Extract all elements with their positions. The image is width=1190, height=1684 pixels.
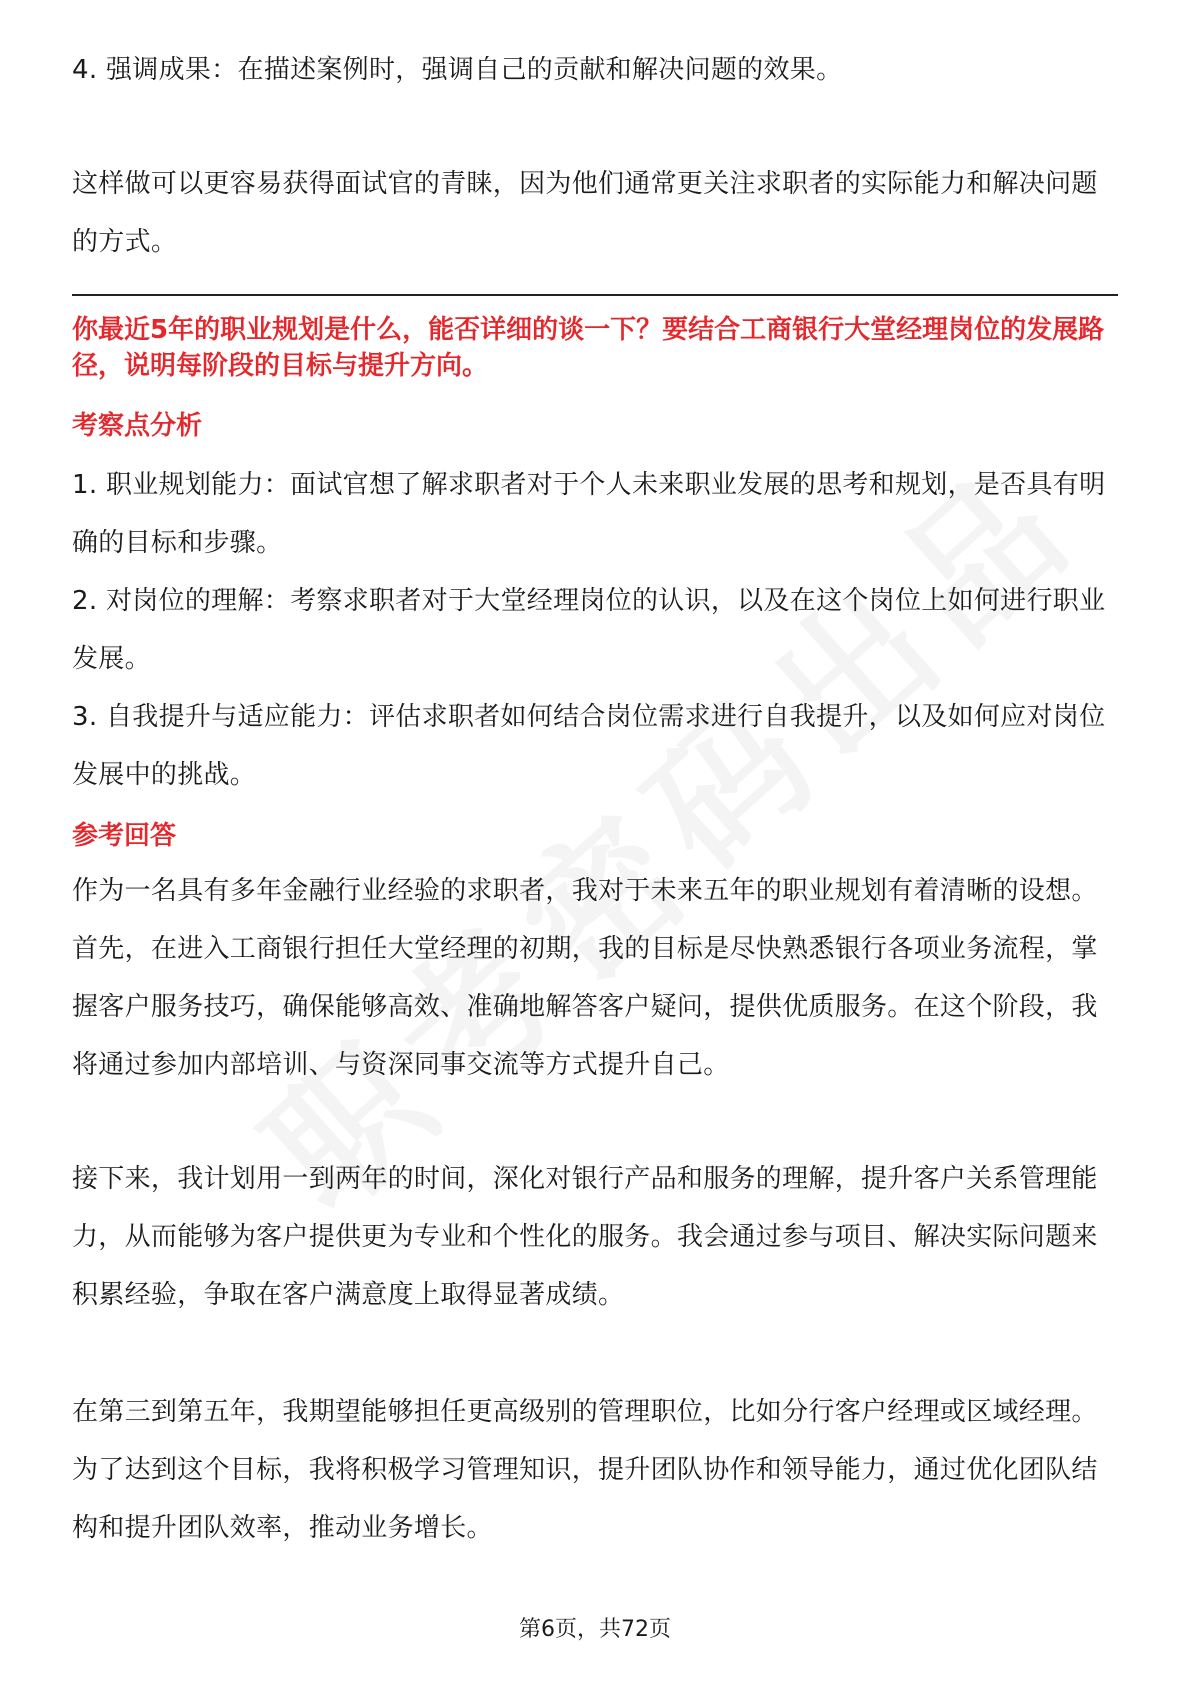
answer-heading: 参考回答 [72,821,177,851]
analysis-list [72,456,1118,804]
analysis-heading: 考察点分析 [72,411,203,441]
analysis-item: 1. 职业规划能力：面试官想了解求职者对于个人未来职业发展的思考和规划，是否具有明确的目标和步骤。 [72,470,1106,558]
page-number: 第6页，共72页 [519,1617,671,1642]
answer-paragraph: 在第三到第五年，我期望能够担任更高级别的管理职位，比如分行客户经理或区域经理。为了达到这个目标，我将积极学习管理知识，提升团队协作和领导能力，通过优化团队结构和提升团队效率，推动业务增长。 [72,1397,1098,1543]
answer-paragraph: 接下来，我计划用一到两年的时间，深化对银行产品和服务的理解，提升客户关系管理能力，从而能够为客户提供更为专业和个性化的服务。我会通过参与项目、解决实际问题来积累经验，争取在客户满意度上取得显著成绩。 [72,1164,1098,1310]
section-divider [72,294,1118,296]
analysis-item: 3. 自我提升与适应能力：评估求职者如何结合岗位需求进行自我提升，以及如何应对岗位发展中的挑战。 [72,702,1106,790]
analysis-item: 2. 对岗位的理解：考察求职者对于大堂经理岗位的认识，以及在这个岗位上如何进行职业发展。 [72,586,1106,674]
answer-paragraph: 作为一名具有多年金融行业经验的求职者，我对于未来五年的职业规划有着清晰的设想。首先，在进入工商银行担任大堂经理的初期，我的目标是尽快熟悉银行各项业务流程，掌握客户服务技巧，确保能够高效、准确地解答客户疑问，提供优质服务。在这个阶段，我将通过参加内部培训、与资深同事交流等方式提升自己。 [72,876,1098,1080]
question-title: 你最近5年的职业规划是什么，能否详细的谈一下？要结合工商银行大堂经理岗位的发展路径，说明每阶段的目标与提升方向。 [72,315,1105,381]
intro-list-item-4: 4. 强调成果：在描述案例时，强调自己的贡献和解决问题的效果。 [72,55,843,85]
intro-paragraph: 这样做可以更容易获得面试官的青睐，因为他们通常更关注求职者的实际能力和解决问题的方式。 [72,169,1098,257]
